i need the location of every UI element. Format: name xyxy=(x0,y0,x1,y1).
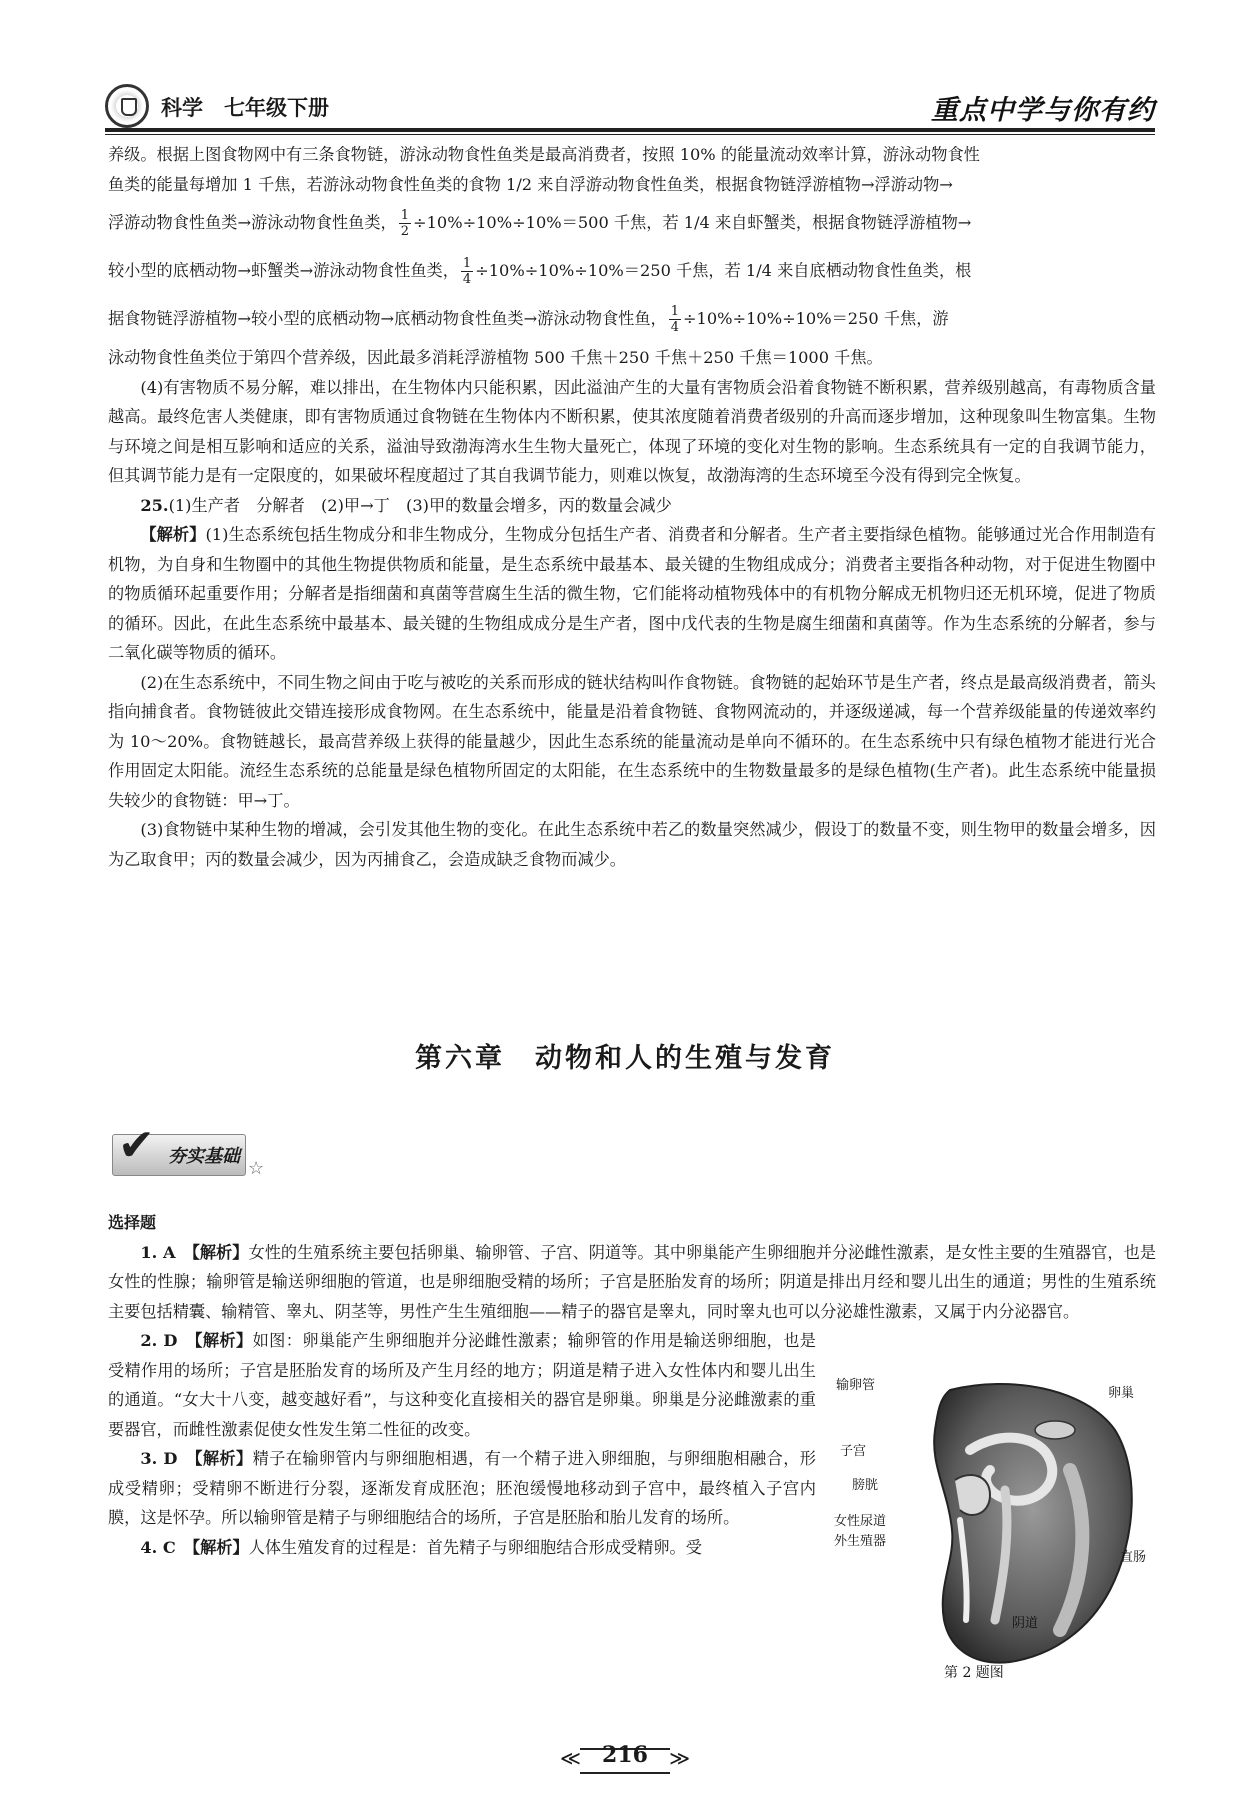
text-line xyxy=(108,247,1156,295)
figure-caption: 第 2 题图 xyxy=(944,1665,1004,1681)
text-span: 浮游动物食性鱼类→游泳动物食性鱼类， xyxy=(108,213,397,232)
answer-text: (1)生产者 分解者 (2)甲→丁 (3)甲的数量会增多，丙的数量会减少 xyxy=(168,495,672,515)
analysis-tag: 【解析】 xyxy=(194,1331,253,1350)
continued-answer-text xyxy=(108,140,1156,874)
analysis-text: 精子在输卵管内与卵细胞相遇，有一个精子进入卵细胞，与卵细胞相融合，形成受精卵；受精卵不断进行分裂，逐渐发育成胚泡；胚泡缓慢地移动到子宫中，最终植入子宫内膜，这是怀孕。所以输卵管是精子与卵细胞结合的场所，子宫是胚胎和胎儿发育的场所。 xyxy=(108,1449,816,1527)
analysis-tag: 【解析】 xyxy=(191,1242,249,1262)
question-type-label: 选择题 xyxy=(108,1213,157,1232)
analysis-text: (1)生态系统包括生物成分和非生物成分，生物成分包括生产者、消费者和分解者。生产者主要指绿色植物。能够通过光合作用制造有机物，为自身和生物圈中的其他生物提供物质和能量，是生态系统中最基本、最关键的生物组成成分；消费者主要指各种动物，对于促进生物圈中的物质循环起重要作用；分解者是指细菌和真菌等营腐生生活的微生物，它们能将动植物残体中的有机物分解成无机物归还无机环境，促进了物质的循环。因此，在此生态系统中最基本、最关键的生物组成成分是生产者，图中戊代表的生物是腐生细菌和真菌等。作为生态系统的分解者，参与二氧化碳等物质的循环。 xyxy=(108,525,1156,662)
question-4 xyxy=(108,1533,816,1563)
fraction xyxy=(669,304,681,335)
text-line: 鱼类的能量每增加 1 千焦，若游泳动物食性鱼类的食物 1/2 来自浮游动物食性鱼类，根据食物链浮游植物→浮游动物→ xyxy=(108,174,953,194)
anatomy-figure xyxy=(834,1370,1160,1670)
question-1 xyxy=(108,1238,1156,1327)
analysis-tag: 【解析】 xyxy=(140,525,206,544)
question-3 xyxy=(108,1444,816,1533)
question-25-answer xyxy=(108,491,1156,521)
text-line: 泳动物食性鱼类位于第四个营养级，因此最多消耗浮游植物 500 千焦＋250 千焦＋250 千焦＝1000 千焦。 xyxy=(108,348,883,367)
pelvis-illustration xyxy=(840,1370,1160,1670)
fraction-numerator: 1 xyxy=(400,208,410,223)
question-25-analysis-2: (2)在生态系统中，不同生物之间由于吃与被吃的关系而形成的链状结构叫作食物链。食物链的起始环节是生产者，终点是最高级消费者，箭头指向捕食者。食物链彼此交错连接形成食物网。在生态系统中，能量是沿着食物链、食物网流动的，并逐级递减，每一个营养级能量的传递效率约为 10～20%。食物链越长，最高营养级上获得的能量越少，因此生态系统的能量流动是单向不循环的。在生态系统中只有绿色植物才能进行光合作用固定太阳能。流经生态系统的总能量是绿色植物所固定的太阳能，在生态系统中的生物数量最多的是绿色植物(生产者)。此生态系统中能量损失较少的食物链：甲→丁。 xyxy=(108,672,1156,810)
analysis-text: 人体生殖发育的过程是：首先精子与卵细胞结合形成受精卵。受 xyxy=(248,1537,702,1557)
text-line: 养级。根据上图食物网中有三条食物链，游泳动物食性鱼类是最高消费者，按照 10% 的能量流动效率计算，游泳动物食性 xyxy=(108,145,980,164)
question-number: 4. C xyxy=(140,1537,176,1557)
page-number-ornament xyxy=(560,1742,690,1776)
text-span: ÷10%÷10%÷10%＝500 千焦，若 1/4 来自虾蟹类，根据食物链浮游植物→ xyxy=(413,213,972,232)
chapter-title: 第六章 动物和人的生殖与发育 xyxy=(415,1043,835,1074)
fraction-numerator: 1 xyxy=(670,304,679,319)
section-badge xyxy=(112,1120,272,1184)
question-25-analysis-1 xyxy=(108,520,1156,668)
scroll-left-icon: ≪ xyxy=(560,1746,581,1770)
scroll-right-icon: ≫ xyxy=(669,1746,690,1770)
text-span: ÷10%÷10%÷10%＝250 千焦，游 xyxy=(682,309,949,328)
page-number: 216 xyxy=(602,1742,648,1768)
question-number: 1. A xyxy=(140,1242,176,1262)
school-emblem-icon xyxy=(105,84,149,128)
label-female-urethra: 女性尿道 xyxy=(834,1514,887,1529)
question-number: 25. xyxy=(140,495,169,515)
badge-label: 夯实基础 xyxy=(168,1146,240,1167)
analysis-tag: 【解析】 xyxy=(192,1537,249,1557)
header-rule xyxy=(105,128,1155,135)
fraction xyxy=(461,256,473,287)
text-span: 据食物链浮游植物→较小型的底栖动物→底栖动物食性鱼类→游泳动物食性鱼， xyxy=(108,309,667,328)
text-line xyxy=(108,199,1156,247)
subject-label: 科学 七年级下册 xyxy=(161,96,329,120)
analysis-text: 如图：卵巢能产生卵细胞并分泌雌性激素；输卵管的作用是输送卵细胞，也是受精作用的场所；子宫是胚胎发育的场所及产生月经的地方；阴道是精子进入女性体内和婴儿出生的通道。“女大十八变，越变越好看”，与这种变化直接相关的器官是卵巢。卵巢是分泌雌激素的重要器官，而雌性激素促使女性发生第二性征的改变。 xyxy=(108,1331,816,1439)
label-vagina: 阴道 xyxy=(1012,1616,1039,1631)
analysis-tag: 【解析】 xyxy=(194,1449,253,1468)
fraction xyxy=(399,208,411,239)
label-uterus: 子宫 xyxy=(840,1444,867,1459)
text-span: ÷10%÷10%÷10%＝250 千焦，若 1/4 来自底栖动物食性鱼类，根 xyxy=(475,261,972,280)
question-number: 3. D xyxy=(140,1449,178,1468)
analysis-text: 女性的生殖系统主要包括卵巢、输卵管、子宫、阴道等。其中卵巢能产生卵细胞并分泌雌性激素，是女性主要的生殖器官，也是女性的性腺；输卵管是输送卵细胞的管道，也是卵细胞受精的场所；子宫是胚胎发育的场所；阴道是排出月经和婴儿出生的通道；男性的生殖系统主要包括精囊、输精管、睾丸、阴茎等，男性产生生殖细胞——精子的器官是睾丸，同时睾丸也可以分泌雄性激素，又属于内分泌器官。 xyxy=(108,1242,1157,1321)
label-ovary: 卵巢 xyxy=(1108,1386,1135,1401)
star-icon: ☆ xyxy=(248,1158,265,1179)
text-line xyxy=(108,295,1156,343)
checkmark-icon: ✔ xyxy=(118,1120,155,1171)
question-number: 2. D xyxy=(140,1331,178,1350)
page-header xyxy=(105,84,1155,130)
question-25-analysis-3: (3)食物链中某种生物的增减，会引发其他生物的变化。在此生态系统中若乙的数量突然减少，假设丁的数量不变，则生物甲的数量会增多，因为乙取食甲；丙的数量会减少，因为丙捕食乙，会造成缺乏食物而减少。 xyxy=(108,820,1156,869)
fraction-numerator: 1 xyxy=(462,256,472,271)
label-fallopian-tube: 输卵管 xyxy=(836,1378,876,1393)
fraction-denominator: 4 xyxy=(670,320,679,335)
question-type-heading xyxy=(108,1208,1156,1238)
fraction-denominator: 4 xyxy=(462,272,472,287)
label-bladder: 膀胱 xyxy=(852,1478,879,1493)
fraction-denominator: 2 xyxy=(400,224,410,239)
text-span: 较小型的底栖动物→虾蟹类→游泳动物食性鱼类， xyxy=(108,261,459,280)
brand-title: 重点中学与你有约 xyxy=(931,95,1155,126)
question-2 xyxy=(108,1326,816,1444)
paragraph-4: (4)有害物质不易分解，难以排出，在生物体内只能积累，因此溢油产生的大量有害物质会沿着食物链不断积累，营养级别越高，有毒物质含量越高。最终危害人类健康，即有害物质通过食物链在生物体内不断积累，使其浓度随着消费者级别的升高而逐步增加，这种现象叫生物富集。生物与环境之间是相互影响和适应的关系，溢油导致渤海湾水生生物大量死亡，体现了环境的变化对生物的影响。生态系统具有一定的自我调节能力，但其调节能力是有一定限度的，如果破坏程度超过了其自我调节能力，则难以恢复，故渤海湾的生态环境至今没有得到完全恢复。 xyxy=(108,377,1156,485)
label-rectum: 直肠 xyxy=(1120,1550,1147,1565)
label-external-genitalia: 外生殖器 xyxy=(834,1534,887,1549)
